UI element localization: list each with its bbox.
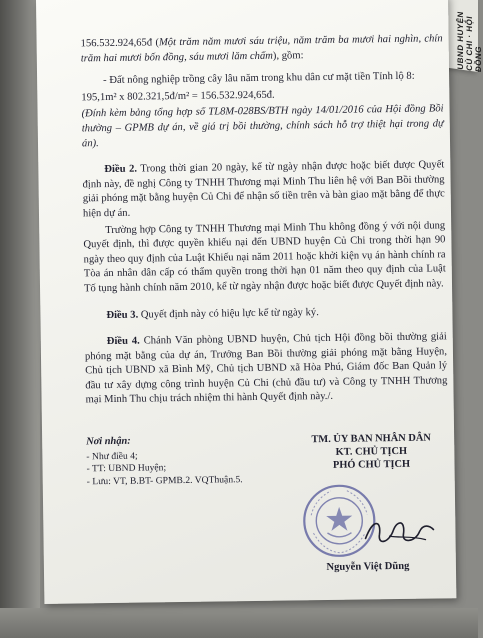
recipient-item: - TT: UBND Huyện;: [86, 462, 167, 475]
article-2: [82, 158, 445, 221]
background-left-shadow: [0, 0, 40, 638]
amount-tail: ), gồm:: [272, 49, 304, 62]
item-line-1: - Đất nông nghiệp trồng cây lâu năm trong khu dân cư mặt tiền Tỉnh lộ 8:: [103, 70, 415, 87]
item-line-2: 195,1m² x 802.321,5đ/m² = 156.532.924,65đ.: [81, 89, 275, 104]
article-4-label: Điều 4.: [106, 335, 140, 348]
recipients-heading: Nơi nhận:: [86, 435, 131, 448]
article-2-label: Điều 2.: [104, 163, 138, 176]
amount-in-words: Một trăm năm mươi sáu triệu, năm trăm ba mươi hai nghìn, chín trăm hai mươi bốn đồng, sáu mươi lăm chấm: [80, 33, 443, 64]
document-body: [81, 32, 448, 408]
article-3: [84, 304, 446, 324]
signature-line-1: TM. ỦY BAN NHÂN DÂN: [311, 432, 431, 446]
document-footer: [86, 431, 450, 596]
corner-label: UBND HUYỆN CỦ CHI · HỘI ĐỒNG: [456, 10, 483, 73]
signer-name: Nguyễn Việt Dũng: [326, 560, 410, 573]
amount-value: 156.532.924,65đ (: [80, 37, 160, 50]
amount-paragraph: [81, 32, 443, 66]
article-2-text: Trong thời gian 20 ngày, kể từ ngày nhận được hoặc biết được Quyết định này, đề nghị Công ty TNHH Thương mại Minh Thu liên hệ với Ban Bồi thường giải phóng mặt bằng huyện Củ Chi để nhận số tiền trên và bàn giao mặt bằng để thực hiện dự án.: [82, 159, 445, 220]
article-4-text: Chánh Văn phòng UBND huyện, Chủ tịch Hội đồng bồi thường giải phóng mặt bằng của dự án, Trưởng Ban Bồi thường giải phóng mặt bằng Huyện, Chủ tịch UBND xã Bình Mỹ, Chủ tịch UBND xã Hòa Phú, Giám đốc Ban Quản lý đầu tư xây dựng công trình huyện Củ Chi (chủ đầu tư) và Công ty TNHH Thương mại Minh Thu chịu trách nhiệm thi hành Quyết định này./.: [84, 331, 448, 406]
recipient-item: - Lưu: VT, B.BT- GPMB.2. VQThuận.5.: [86, 473, 243, 488]
article-3-text: Quyết định này có hiệu lực kể từ ngày ký.: [138, 306, 319, 321]
item-note: (Đính kèm bảng tổng hợp số TL8M-028BS/BTH ngày 14/01/2016 của Hội đồng Bồi thường – GPMB dự án, về giá trị bồi thường, chính sách hỗ trợ thiệt hại trong dự án).: [81, 103, 444, 149]
document-page: [36, 0, 456, 604]
signature-line-3: PHÓ CHỦ TỊCH: [332, 458, 411, 471]
article-4: [85, 330, 448, 408]
recipients-block: [86, 434, 287, 489]
article-2-continued: Trường hợp Công ty TNHH Thương mại Minh Thu không đồng ý với nội dung Quyết định, thì được quyền khiếu nại đến UBND huyện Củ Chi trong thời hạn 90 ngày theo quy định của Luật Khiếu nại năm 2011 hoặc khởi kiện vụ án hành chính ra Tòa án nhân dân cấp có thẩm quyền trong thời hạn 01 năm theo quy định của Luật Tố tụng hành chính năm 2010, kể từ ngày nhận được hoặc biết được Quyết định này.: [83, 219, 446, 295]
background-bottom-surface: [0, 608, 478, 638]
signature-line-2: KT. CHỦ TỊCH: [335, 445, 408, 458]
recipient-item: - Như điều 4;: [86, 450, 138, 462]
article-3-label: Điều 3.: [106, 309, 139, 321]
signature-title-block: [286, 431, 457, 472]
handwritten-signature: [359, 511, 440, 552]
